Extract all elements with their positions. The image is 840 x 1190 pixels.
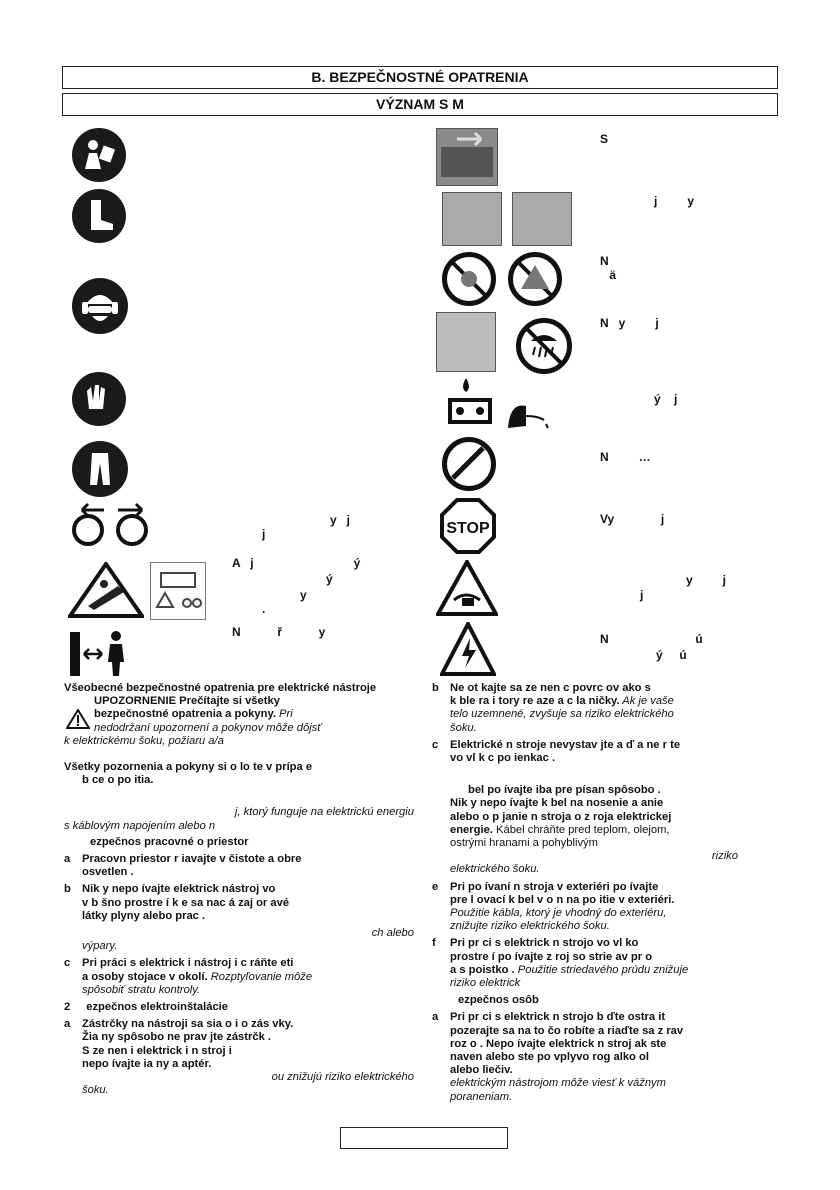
list-text: ou znižujú riziko elektrického bbox=[271, 1071, 414, 1084]
list-item bbox=[432, 881, 778, 934]
safety-boots-icon bbox=[72, 189, 126, 243]
protective-trousers-icon bbox=[72, 441, 128, 497]
list-marker: c bbox=[432, 738, 439, 751]
symbol-label: N ú bbox=[600, 632, 703, 646]
cable-hazard-icon bbox=[436, 560, 498, 616]
list-text: šoku. bbox=[82, 1084, 109, 1097]
list-text: a osoby stojace v okolí. bbox=[82, 970, 208, 983]
section-title: B. BEZPEČNOSTNÉ OPATRENIA bbox=[62, 66, 778, 89]
symbol-label: Vy j bbox=[600, 512, 665, 526]
list-marker: a bbox=[64, 1018, 71, 1031]
symbol-label: y bbox=[300, 588, 307, 602]
symbol-label: N … bbox=[600, 450, 651, 464]
list-text: Rozptyľovanie môže bbox=[207, 970, 313, 983]
paragraph-line: Všetky pozornenia a pokyny si o lo te v prípa e bbox=[64, 761, 313, 774]
symbol-label: ý j bbox=[654, 392, 678, 406]
chain-direction-photo-icon bbox=[436, 128, 498, 186]
list-text: v b šno prostre í k e sa nac á zaj or avé bbox=[82, 896, 290, 909]
symbol-label: N bbox=[600, 254, 609, 268]
list-marker: b bbox=[64, 883, 71, 896]
list-text: znižujte riziko elektrického šoku. bbox=[450, 920, 610, 933]
symbol-label: ä bbox=[606, 268, 617, 282]
list-text: riziko elektrick bbox=[450, 977, 521, 990]
kickback-warning-icon bbox=[68, 562, 144, 618]
cutting-technique-photo-icon bbox=[442, 192, 502, 246]
warning-line: k elektrickému šoku, požiaru a/a bbox=[64, 734, 224, 747]
list-text: energie. bbox=[450, 823, 493, 836]
list-marker: e bbox=[432, 880, 439, 893]
list-text: S ze nen i elektrick i n stroj i bbox=[82, 1044, 232, 1057]
subsection-title: ezpečnos pracovné o priestor bbox=[90, 835, 249, 848]
power-plug-icon bbox=[504, 398, 552, 432]
left-text-column bbox=[64, 682, 414, 1097]
general-safety-heading: Všeobecné bezpečnostné opatrenia pre elektrické nástroje bbox=[64, 682, 377, 694]
warning-line: nedodržaní upozornení a pokynov môže dôjsť bbox=[94, 721, 322, 734]
no-one-hand-use-icon bbox=[442, 252, 496, 306]
list-text: bel po ívajte iba pre písan spôsobo . bbox=[468, 784, 661, 797]
stop-icon bbox=[440, 498, 496, 554]
subsection-number: 2 bbox=[64, 1001, 71, 1014]
subsection-title: ezpečnos elektroinštalácie bbox=[86, 1001, 229, 1014]
symbol-label: y j bbox=[686, 573, 727, 587]
page-footer-box bbox=[340, 1127, 508, 1149]
list-text: Pri pr ci s elektrick n strojo vo vl ko bbox=[450, 937, 639, 950]
list-text: nepo ívajte ia ny a aptér. bbox=[82, 1057, 212, 1070]
list-text: spôsobiť stratu kontroly. bbox=[82, 983, 201, 996]
electrical-hazard-icon bbox=[440, 622, 496, 676]
list-text: Ak je vaše bbox=[619, 695, 674, 708]
list-text: naven alebo ste po vplyvo rog alko ol bbox=[450, 1051, 649, 1064]
list-text: šoku. bbox=[450, 721, 477, 734]
read-manual-icon bbox=[72, 128, 126, 182]
symbol-label: ý ú bbox=[656, 648, 687, 662]
list-text: Použitie striedavého prúdu znižuje bbox=[514, 963, 689, 976]
list-text: Kábel chráňte pred teplom, olejom, bbox=[492, 823, 670, 836]
paragraph-line: j, ktorý funguje na elektrickú energiu bbox=[234, 806, 414, 819]
warning-line: Pri bbox=[275, 708, 293, 721]
list-text: osvetlen . bbox=[82, 866, 134, 879]
list-marker: c bbox=[64, 957, 71, 970]
list-item bbox=[432, 1011, 778, 1103]
no-tip-contact-icon bbox=[508, 252, 562, 306]
list-text: a s poistko . bbox=[450, 963, 515, 976]
keep-distance-icon bbox=[68, 628, 132, 678]
do-not-expose-photo-icon bbox=[436, 312, 496, 372]
list-item bbox=[64, 883, 414, 953]
list-marker: a bbox=[64, 853, 71, 866]
paragraph-line: s káblovým napojením alebo n bbox=[64, 819, 216, 832]
symbol-label: . bbox=[262, 602, 266, 616]
symbol-label: A j ý bbox=[232, 556, 361, 570]
list-text: ostrými hranami a pohyblivým bbox=[450, 837, 598, 850]
list-item bbox=[432, 739, 778, 765]
list-text: Použitie kábla, ktorý je vhodný do exteriéru, bbox=[450, 907, 667, 920]
warning-line: UPOZORNENIE Prečítajte si všetky bbox=[94, 695, 280, 708]
chain-oil-icon bbox=[446, 376, 496, 430]
symbol-label: S bbox=[600, 132, 609, 146]
chain-brake-label-icon bbox=[150, 562, 206, 620]
list-text: Elektrické n stroje nevystav jte a ď a ne r te bbox=[450, 738, 681, 751]
list-text: Nik y nepo ívajte elektrick nástroj vo bbox=[82, 883, 276, 896]
svg-text:STOP: STOP bbox=[446, 520, 490, 537]
section-subtitle: VÝZNAM S M bbox=[62, 93, 778, 116]
list-text: Pri pr ci s elektrick n strojo b ďte ostra it bbox=[450, 1011, 666, 1024]
symbol-label: ý bbox=[326, 572, 333, 586]
list-marker: f bbox=[432, 937, 436, 950]
no-rain-icon bbox=[516, 318, 572, 374]
list-text: ch alebo bbox=[371, 927, 414, 940]
list-text: Pracovn priestor r iavajte v čistote a obre bbox=[82, 853, 302, 866]
list-text: elektrickým nástrojom môže viesť k vážnym bbox=[450, 1077, 666, 1090]
list-text: pozerajte sa na to čo robíte a riaďte sa z rav bbox=[450, 1024, 684, 1037]
warning-block bbox=[64, 695, 414, 735]
two-hands-operation-icon bbox=[68, 500, 156, 552]
list-text: látky plyny alebo prac . bbox=[82, 909, 206, 922]
list-text: vo vl k c po ienkac . bbox=[450, 752, 556, 765]
list-text: Pri po ívaní n stroja v exteriéri po ívajte bbox=[450, 880, 659, 893]
list-text: telo uzemnené, zvyšuje sa riziko elektrického bbox=[450, 708, 674, 721]
warning-triangle-icon bbox=[66, 709, 90, 729]
list-text: elektrického šoku. bbox=[450, 863, 540, 876]
paragraph-line: b ce o po itia. bbox=[82, 774, 154, 787]
list-text: roz o . Nepo ívajte elektrick n stroj ak ste bbox=[450, 1037, 667, 1050]
symbol-label: j bbox=[262, 527, 266, 541]
list-item bbox=[432, 682, 778, 735]
subsection-title: ezpečnos osôb bbox=[458, 994, 539, 1007]
list-text: Pri práci s elektrick i nástroj i c ráňte eti bbox=[82, 957, 294, 970]
list-text: poraneniam. bbox=[450, 1090, 513, 1103]
cutting-position-photo-icon bbox=[512, 192, 572, 246]
list-item bbox=[432, 784, 778, 876]
helmet-goggles-earmuffs-icon bbox=[72, 278, 128, 334]
list-marker: a bbox=[432, 1011, 439, 1024]
list-text: pre l ovací k bel v o n na po itie v exteriéri. bbox=[450, 893, 675, 906]
list-item bbox=[64, 957, 414, 997]
symbol-label: y j bbox=[330, 513, 351, 527]
warning-line: bezpečnostné opatrenia a pokyny. bbox=[94, 708, 276, 721]
symbol-label: j bbox=[640, 588, 644, 602]
list-item bbox=[64, 1018, 414, 1097]
list-text: Nik y nepo ívajte k bel na nosenie a anie bbox=[450, 797, 664, 810]
symbol-label: j y bbox=[654, 194, 695, 208]
list-text: riziko bbox=[711, 850, 738, 863]
list-text: Ne ot kajte sa ze nen c povrc ov ako s bbox=[450, 682, 651, 694]
list-item bbox=[432, 937, 778, 990]
list-text: prostre í po ívajte z roj so strie av pr o bbox=[450, 950, 653, 963]
list-text: Žia ny spôsobo ne prav jte zástrčk . bbox=[82, 1031, 272, 1044]
list-text: alebo o p janie n stroja o z roja elektrickej bbox=[450, 810, 672, 823]
list-text: Zástrčky na nástroji sa sia o i o zás vky. bbox=[82, 1018, 294, 1031]
list-text: výpary. bbox=[82, 940, 118, 953]
list-text: alebo liečiv. bbox=[450, 1064, 513, 1077]
prohibited-icon bbox=[442, 437, 496, 491]
list-text: k ble ra i tory re aze a c la ničky. bbox=[450, 695, 620, 708]
symbol-label: N ř y bbox=[232, 625, 326, 639]
list-marker: b bbox=[432, 682, 439, 694]
list-item bbox=[64, 853, 414, 879]
protective-gloves-icon bbox=[72, 372, 126, 426]
symbol-label: N y j bbox=[600, 316, 659, 330]
right-text-column bbox=[432, 682, 778, 1104]
